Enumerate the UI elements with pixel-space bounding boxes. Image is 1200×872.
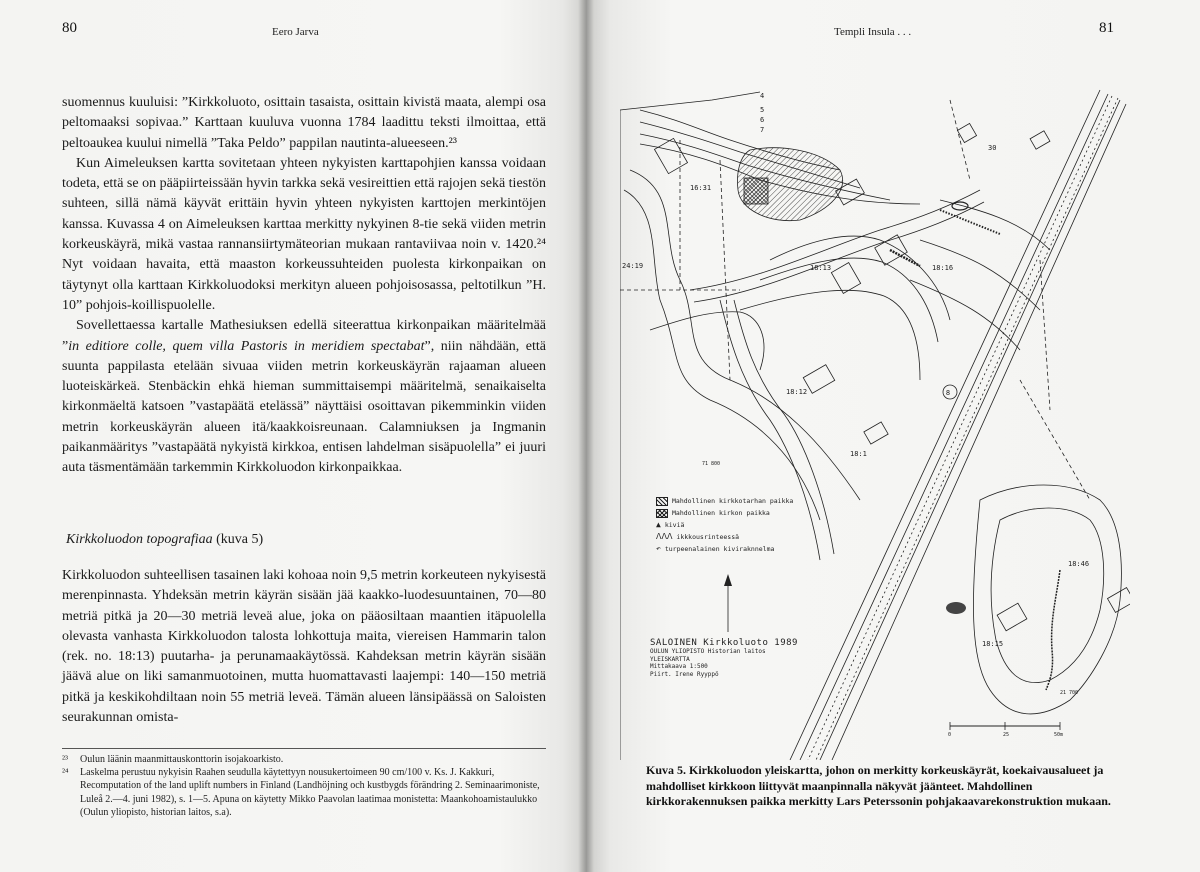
stone-row [890, 250, 920, 266]
contour-line [624, 190, 820, 520]
road-edge [690, 190, 980, 290]
footnote-mark: ²⁴ [62, 767, 69, 779]
paragraph-1: suomennus kuuluisi: ”Kirkkoluoto, osittain tasaista, osittain kivistä maata, alempi osa peltomaaksi sopivaa.” Karttaan kuuluva vuonna 1784 laadittu teksti ilmoittaa, että peltoaukea kuului nimellä ”Taka Peldo” pappilan nautinta-alueeseen.²³ [62, 95, 546, 151]
contour-line [991, 508, 1104, 683]
building [831, 263, 860, 294]
coordinate-label: 71 800 [702, 461, 721, 467]
legend-label: Mahdollinen kirkkotarhan paikka [672, 497, 794, 505]
parcel-label: 18:13 [810, 264, 832, 272]
contour-line [920, 240, 1040, 310]
map-title: SALOINEN Kirkkoluoto 1989 [650, 638, 798, 648]
legend-label: kiviä [664, 521, 685, 529]
footnote [62, 766, 546, 819]
highway-centerline [808, 96, 1112, 760]
footnote [62, 753, 546, 766]
paragraph-3-post: ”, niin nähdään, että suunta pappilasta etelään sivuaa viiden metrin korkeuskäyrän rajaaman alueen luoteiskärkeä. Stenbäckin ehkä hieman summittaisempi määritelmä, senaikaiselta kirkonmäeltä katsoen ”vastapäätä etelässä” näyttäisi osoittavan pikemminkin viiden metrin korkeuskäyrän alueen itä/kaakkoisreunaan. Calamniuksen ja Ingmanin paikanmääritys ”vastapäätä nykyistä kirkkoa, entisen lahdelman sisäpuolella” ei juuri auta täsmentämään tarkemmin Kirkkoluodon kirkonpaikkaa. [62, 338, 546, 476]
book-gutter [578, 0, 594, 872]
parcel-label: 24:19 [622, 262, 644, 270]
contour-line [760, 258, 938, 342]
wave-icon: ᐱᐱᐱ [656, 532, 673, 541]
north-arrow-head [724, 574, 732, 586]
highway-edge [800, 94, 1108, 760]
paragraph-2: Kun Aimeleuksen kartta sovitetaan yhteen nykyisten karttapohjien kanssa voidaan todeta, että se on pääpiirteissään hyvin tarkka sekä vesireittien että rajojen sekä tiestön suhteen, sillä nämä käyvät erittäin hyvin yhteen nykyisten karttojen merkintöjen kanssa. Kuvassa 4 on Aimeleuksen karttaa merkitty nykyinen 8-tie sekä viiden metrin korkeuskäyrä, mikä vastaa rannansiirtymäteorian mukaan rantaviivaa noin v. 1420.²⁴ Nyt voidaan havaita, että maaston korkeussuhteiden puolesta kirkonpaikan on täytynyt olla karttaan Kirkkoluodoksi merkityn alueen pohjoisosassa, peltotilkun ”H. 10” pohjois-koillispuolelle. [62, 155, 546, 313]
map-subtitle-line: YLEISKARTTA [650, 655, 690, 663]
property-line [720, 160, 730, 380]
section-heading-italic: Kirkkoluodon topografiaa [66, 532, 213, 547]
page-number-right: 81 [1099, 20, 1114, 36]
contour-label: 4 [760, 92, 765, 100]
page-number-left: 80 [62, 20, 77, 36]
contour-label: 7 [760, 126, 765, 134]
contour-line [973, 485, 1121, 714]
property-line [1040, 260, 1050, 410]
map-subtitle-line: Piirt. Irene Ryyppö [650, 670, 719, 678]
contour-line [740, 290, 920, 380]
paragraph-3-latin-quote: in editiore colle, quem villa Pastoris in meridiem spectabat [68, 338, 425, 354]
section-heading [66, 532, 263, 548]
parcel-label: 18:15 [982, 640, 1004, 648]
paragraph-4: Kirkkoluodon suhteellisen tasainen laki kohoaa noin 9,5 metrin korkeuteen nykyisestä merenpinnasta. Yhdeksän metrin käyrän sisään jää kaakko-luodesuuntainen, 70—80 metriä pitkä ja 20—30 metriä leveä alue, joka on pääosiltaan maantien itäpuolella olevasta vanhasta Kirkkoluodon talosta lohkottuja maita, viereisen Hammarin talon (rek. no. 18:13) puutarha- ja perunamaakäytössä. Kahdeksan metrin käyrän sisään jäävä alue on liki samanmuotoinen, mutta huomattavasti laajempi: 140—150 metriä pitkä ja keskikohdiltaan noin 55 metriä leveä. Tämän alueen länsipäässä on Saloisten seurakunnan omista- [62, 568, 546, 726]
property-line [950, 100, 970, 180]
scale-label: 25 [1003, 732, 1010, 738]
church-site-area [744, 178, 768, 204]
building [654, 138, 687, 173]
map-legend [656, 495, 793, 555]
footnote-text: Laskelma perustuu nykyisin Raahen seudulla käytettyyn nousukertoimeen 90 cm/100 v. Ks. J. Kakkuri, Recomputation of the land uplift numbers in Finland (Landhöjning och kustbygds förändring 2. Seminaarimoniste, Luleå 2.—4. juni 1982), s. 1—5. Apuna on käytetty Mikko Paavolan laatimaa monistetta: Maankohoamistaulukko (Oulun yliopisto, historian laitos, s.a). [80, 767, 540, 818]
contour-line [940, 200, 1050, 250]
highway-centerline [816, 98, 1118, 760]
map-subtitle-line: OULUN YLIOPISTO Historian laitos [650, 648, 766, 655]
paragraph-3 [62, 316, 546, 478]
scale-label: 0 [948, 732, 952, 738]
running-head-left: Eero Jarva [272, 26, 319, 38]
building [997, 603, 1027, 631]
legend-swatch-churchyard [656, 497, 668, 506]
legend-item [656, 507, 793, 519]
coordinate-label: 21 700 [1060, 690, 1079, 696]
map-frame-top [620, 92, 760, 110]
parcel-label: 18:16 [932, 264, 954, 272]
legend-swatch-church [656, 509, 668, 518]
parcel-label: 18:12 [786, 388, 808, 396]
road-number-label: 8 [945, 389, 951, 397]
stone-row [940, 210, 1000, 234]
contour-line [910, 280, 1020, 350]
property-line [1020, 380, 1090, 500]
contour-label: 6 [760, 116, 765, 124]
parcel-label: 18:1 [850, 450, 867, 458]
building [864, 422, 888, 444]
left-page [0, 0, 586, 872]
building [803, 365, 835, 394]
legend-item [656, 519, 793, 531]
parcel-label: 16:31 [690, 184, 712, 192]
body-text-upper [62, 93, 546, 479]
building [957, 123, 976, 142]
footnote-mark: ²³ [62, 754, 68, 765]
footnote-text: Oulun läänin maanmittauskonttorin isojakoarkisto. [80, 754, 284, 765]
parcel-label: 30 [988, 144, 997, 152]
legend-item [656, 495, 793, 507]
legend-label: ikkkousrinteessä [676, 533, 740, 541]
figure-caption: Kuva 5. Kirkkoluodon yleiskartta, johon on merkitty korkeuskäyrät, koekaivausalueet ja mahdolliset kirkkoon liittyvät maanpinnalla näkyvät jäänteet. Mahdollinen kirkkorakennuksen paikka merkitty Lars Peterssonin pohjakaavarekonstruktion mukaan. [646, 763, 1111, 808]
contour-label: 5 [760, 106, 765, 114]
paragraph-3-pre: Sovellettaessa kartalle Mathesiuksen edellä siteerattua kirkonpaikan määritelmää ” [62, 318, 546, 354]
contour-line [770, 236, 950, 320]
triangle-icon: ▲ [656, 520, 661, 529]
road-edge [694, 202, 984, 302]
body-text-lower [62, 566, 546, 728]
legend-label: turpeenalainen kiviraknnelma [664, 545, 775, 553]
map-subtitle-line: Mittakaava 1:500 [650, 663, 708, 670]
legend-label: Mahdollinen kirkon paikka [672, 509, 770, 517]
legend-item [656, 543, 793, 555]
running-head-right: Templi Insula . . . [834, 26, 912, 38]
building [1030, 131, 1050, 149]
stone-cluster [946, 602, 966, 614]
stone-construction-line [1046, 570, 1060, 690]
section-heading-rest: (kuva 5) [212, 532, 264, 547]
curved-arrow-icon: ↶ [656, 544, 661, 553]
parcel-label: 18:46 [1068, 560, 1090, 568]
legend-item [656, 531, 793, 543]
map-title-block [650, 638, 798, 678]
stone-cluster [952, 202, 968, 210]
scale-label: 50m [1054, 732, 1064, 738]
contour-line [630, 170, 860, 500]
footnotes [62, 748, 546, 819]
